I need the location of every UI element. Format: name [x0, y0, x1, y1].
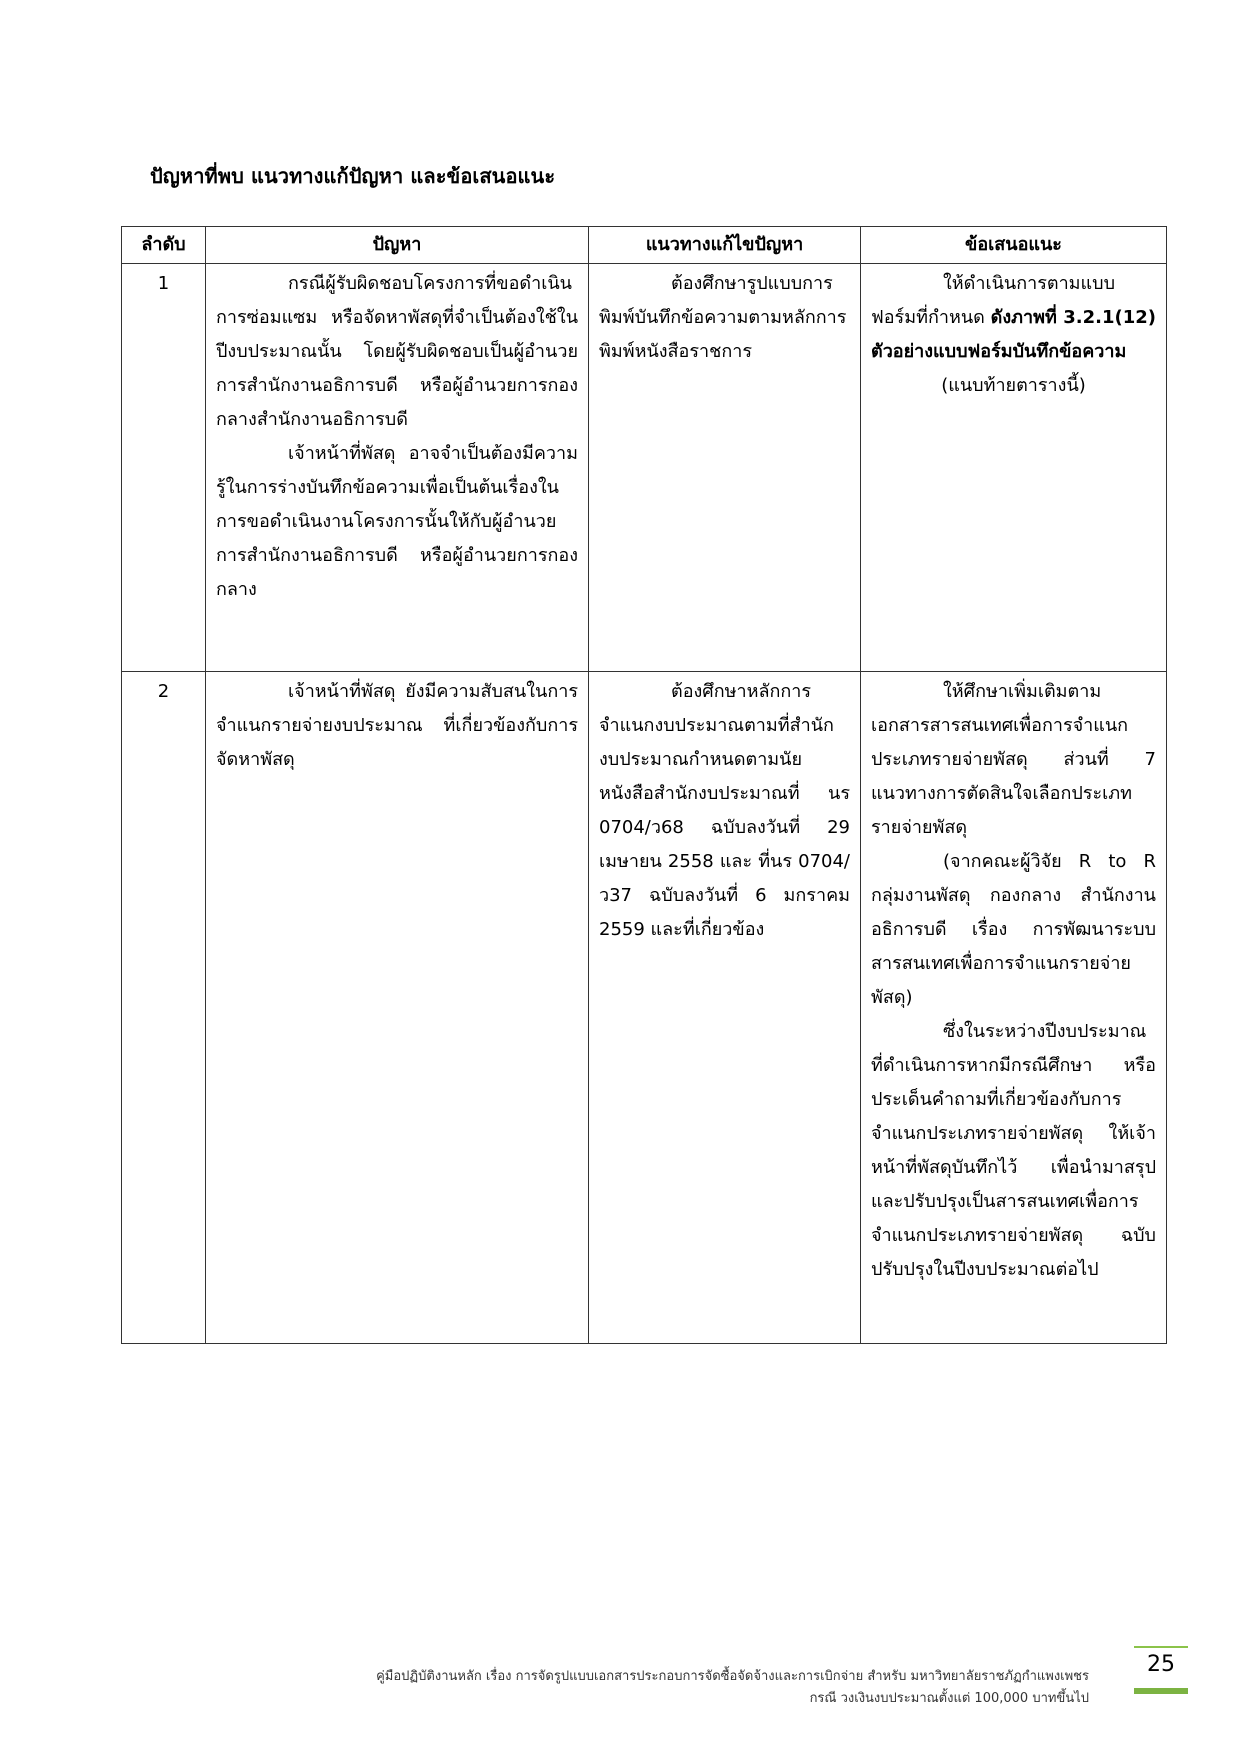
problem-cell — [206, 264, 589, 672]
solution-cell — [589, 264, 861, 672]
row-number: 2 — [122, 672, 206, 1344]
header-order: ลำดับ — [122, 227, 206, 264]
table-row — [122, 672, 1167, 1344]
page-number-rule-top — [1134, 1646, 1188, 1648]
solution-cell — [589, 672, 861, 1344]
footer-title: คู่มือปฏิบัติงานหลัก เรื่อง การจัดรูปแบบเอกสารประกอบการจัดซื้อจัดจ้างและการเบิกจ่าย สำหรับ มหาวิทยาลัยราชภัฏกำแพงเพชร — [376, 1669, 1089, 1684]
suggestion-paragraph: ซึ่งในระหว่างปีงบประมาณที่ดำเนินการหากมีกรณีศึกษา หรือประเด็นคำถามที่เกี่ยวข้องกับการจำแนกประเภทรายจ่ายพัสดุ ให้เจ้าหน้าที่พัสดุบันทึกไว้ เพื่อนำมาสรุปและปรับปรุงเป็นสารสนเทศเพื่อการจำแนกประเภทรายจ่ายพัสดุ ฉบับปรับปรุงในปีงบประมาณต่อไป — [871, 1021, 1156, 1280]
table-header-row — [122, 227, 1167, 264]
page-number-box — [1134, 1646, 1188, 1696]
page-number-rule-bottom — [1134, 1688, 1188, 1694]
suggestion-cell — [861, 672, 1167, 1344]
problem-paragraph: กรณีผู้รับผิดชอบโครงการที่ขอดำเนินการซ่อมแซม หรือจัดหาพัสดุที่จำเป็นต้องใช้ในปีงบประมาณนั้น โดยผู้รับผิดชอบเป็นผู้อำนวยการสำนักงานอธิการบดี หรือผู้อำนวยการกองกลางสำนักงานอธิการบดี — [216, 273, 578, 430]
footer-subtitle: กรณี วงเงินงบประมาณตั้งแต่ 100,000 บาทขึ้นไป — [809, 1691, 1089, 1706]
header-suggestion: ข้อเสนอแนะ — [861, 227, 1167, 264]
header-solution: แนวทางแก้ไขปัญหา — [589, 227, 861, 264]
table-row — [122, 264, 1167, 672]
attachment-note: (แนบท้ายตารางนี้) — [941, 375, 1086, 396]
problem-cell — [206, 672, 589, 1344]
problem-paragraph: เจ้าหน้าที่พัสดุ อาจจำเป็นต้องมีความรู้ในการร่างบันทึกข้อความเพื่อเป็นต้นเรื่องในการขอดำเนินงานโครงการนั้นให้กับผู้อำนวยการสำนักงานอธิการบดี หรือผู้อำนวยการกองกลาง — [216, 443, 578, 600]
row-number: 1 — [122, 264, 206, 672]
header-problem: ปัญหา — [206, 227, 589, 264]
issues-table — [121, 226, 1167, 1344]
page-heading: ปัญหาที่พบ แนวทางแก้ปัญหา และข้อเสนอแนะ — [150, 164, 556, 188]
problem-paragraph: เจ้าหน้าที่พัสดุ ยังมีความสับสนในการจำแนกรายจ่ายงบประมาณ ที่เกี่ยวข้องกับการจัดหาพัสดุ — [216, 681, 578, 770]
page-number: 25 — [1147, 1652, 1175, 1677]
solution-paragraph: ต้องศึกษาหลักการจำแนกงบประมาณตามที่สำนักงบประมาณกำหนดตามนัยหนังสือสำนักงบประมาณที่ นร 0704/ว68 ฉบับลงวันที่ 29 เมษายน 2558 และ ที่นร 0704/ว37 ฉบับลงวันที่ 6 มกราคม 2559 และที่เกี่ยวข้อง — [599, 681, 850, 940]
suggestion-cell — [861, 264, 1167, 672]
suggestion-paragraph — [871, 267, 1156, 369]
suggestion-text: ให้ดำเนินการตามแบบฟอร์มที่กำหนด — [871, 273, 1116, 328]
page-footer — [376, 1666, 1089, 1710]
figure-reference: ดังภาพที่ 3.2.1(12) ตัวอย่างแบบฟอร์มบันทึกข้อความ — [871, 307, 1156, 362]
solution-paragraph: ต้องศึกษารูปแบบการพิมพ์บันทึกข้อความตามหลักการพิมพ์หนังสือราชการ — [599, 273, 847, 362]
suggestion-paragraph: (จากคณะผู้วิจัย R to R กลุ่มงานพัสดุ กองกลาง สำนักงานอธิการบดี เรื่อง การพัฒนาระบบสารสนเทศเพื่อการจำแนกรายจ่ายพัสดุ) — [871, 851, 1156, 1008]
suggestion-paragraph: ให้ศึกษาเพิ่มเติมตามเอกสารสารสนเทศเพื่อการจำแนกประเภทรายจ่ายพัสดุ ส่วนที่ 7 แนวทางการตัดสินใจเลือกประเภทรายจ่ายพัสดุ — [871, 681, 1156, 838]
